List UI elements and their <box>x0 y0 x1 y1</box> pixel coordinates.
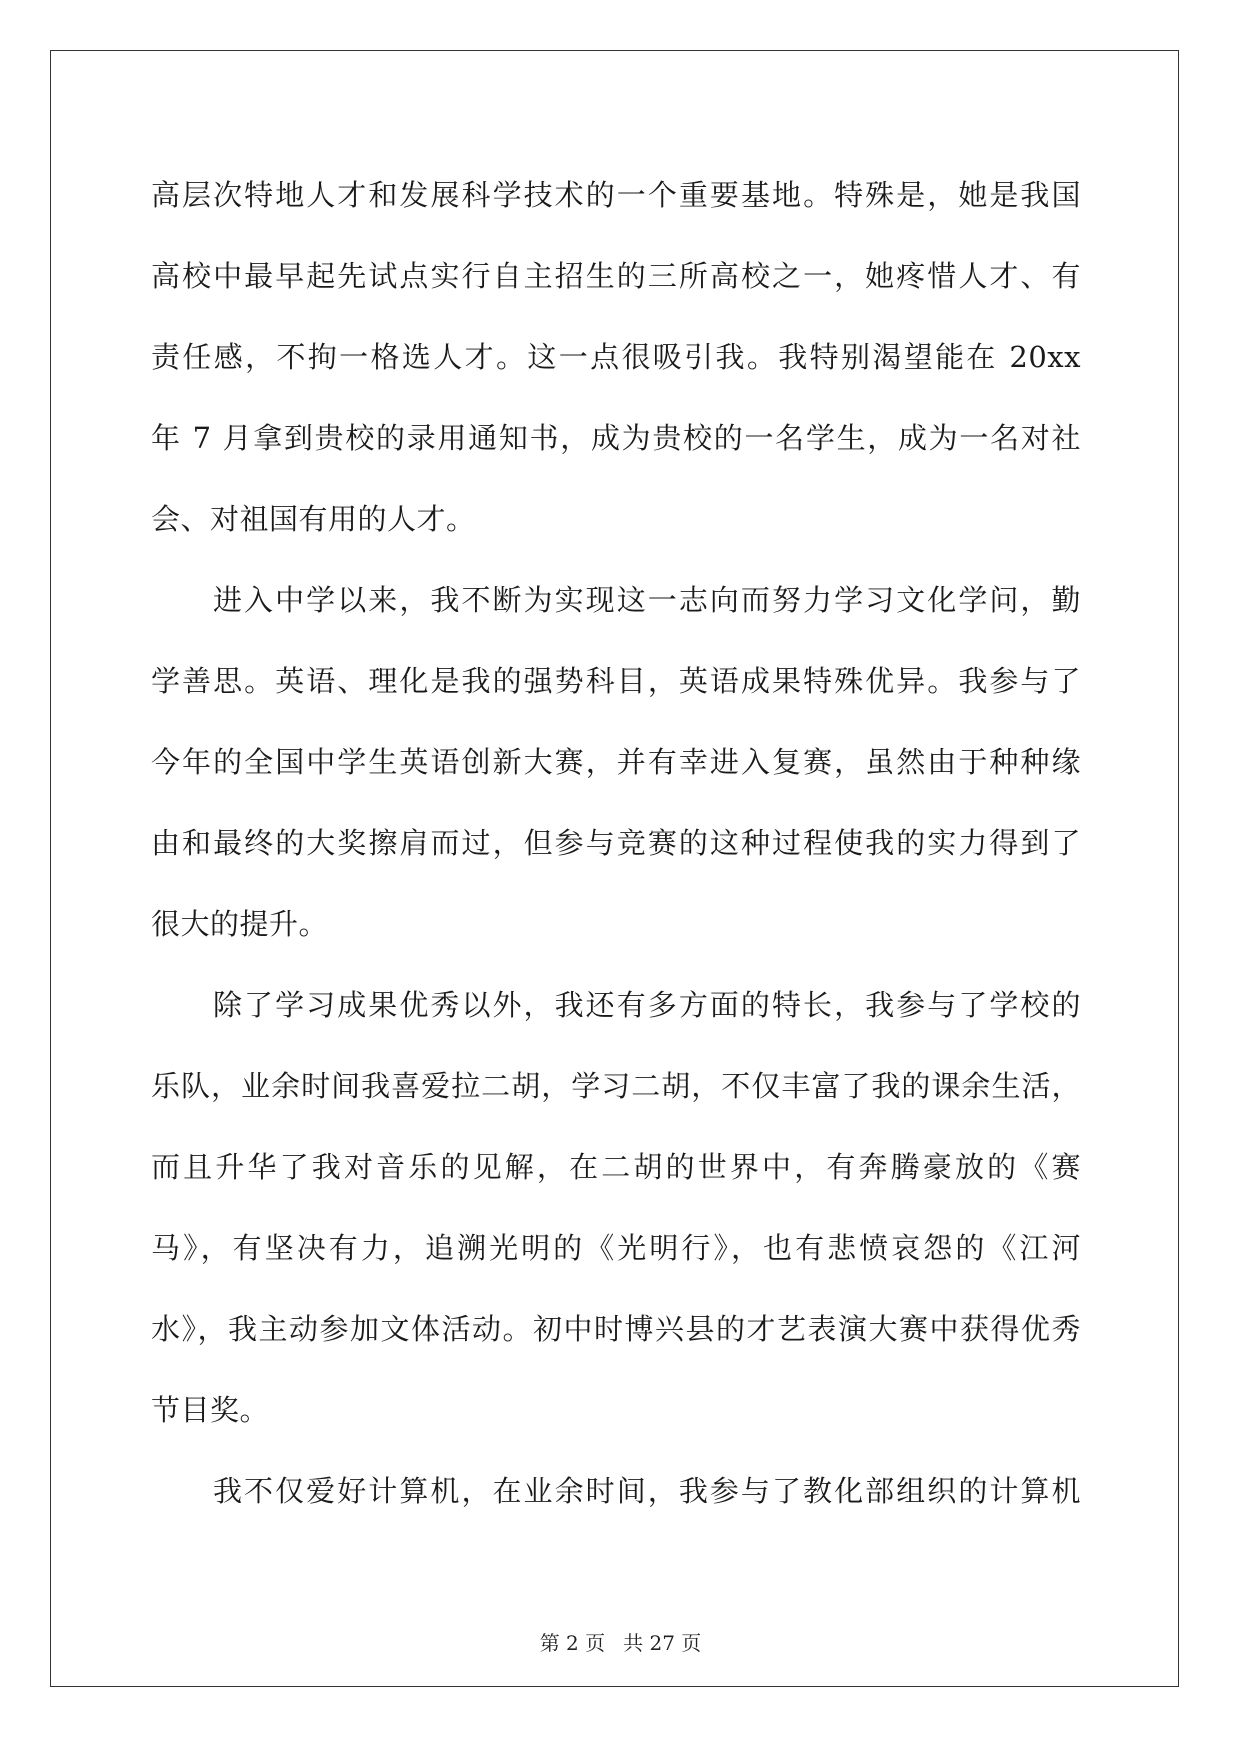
text-line: 高校中最早起先试点实行自主招生的三所高校之一，她疼惜人才、有 <box>151 259 1081 293</box>
text-line: 节目奖。 <box>151 1393 270 1427</box>
text-line: 学善思。英语、理化是我的强势科目，英语成果特殊优异。我参与了 <box>151 664 1081 698</box>
page-number: 第 2 页 <box>539 1631 606 1655</box>
text-line: 责任感，不拘一格选人才。这一点很吸引我。我特别渴望能在 20xx <box>151 340 1081 374</box>
page-total: 共 27 页 <box>623 1631 702 1655</box>
text-line: 马》，有坚决有力，追溯光明的《光明行》，也有悲愤哀怨的《江河 <box>151 1231 1081 1265</box>
text-line: 会、对祖国有用的人才。 <box>151 502 476 536</box>
text-line: 除了学习成果优秀以外，我还有多方面的特长，我参与了学校的 <box>213 988 1081 1022</box>
document-body <box>151 155 1081 1532</box>
text-line: 进入中学以来，我不断为实现这一志向而努力学习文化学问，勤 <box>213 583 1081 617</box>
text-line: 乐队，业余时间我喜爱拉二胡，学习二胡，不仅丰富了我的课余生活， <box>151 1069 1081 1103</box>
text-line: 很大的提升。 <box>151 907 329 941</box>
text-line: 水》，我主动参加文体活动。初中时博兴县的才艺表演大赛中获得优秀 <box>151 1312 1081 1346</box>
text-line: 年 7 月拿到贵校的录用通知书，成为贵校的一名学生，成为一名对社 <box>151 421 1081 455</box>
text-line: 今年的全国中学生英语创新大赛，并有幸进入复赛，虽然由于种种缘 <box>151 745 1081 779</box>
text-line: 高层次特地人才和发展科学技术的一个重要基地。特殊是，她是我国 <box>151 178 1081 212</box>
page-footer <box>0 1627 1241 1656</box>
text-line: 由和最终的大奖擦肩而过，但参与竞赛的这种过程使我的实力得到了 <box>151 826 1081 860</box>
text-line: 而且升华了我对音乐的见解，在二胡的世界中，有奔腾豪放的《赛 <box>151 1150 1081 1184</box>
text-line: 我不仅爱好计算机，在业余时间，我参与了教化部组织的计算机 <box>213 1474 1081 1508</box>
